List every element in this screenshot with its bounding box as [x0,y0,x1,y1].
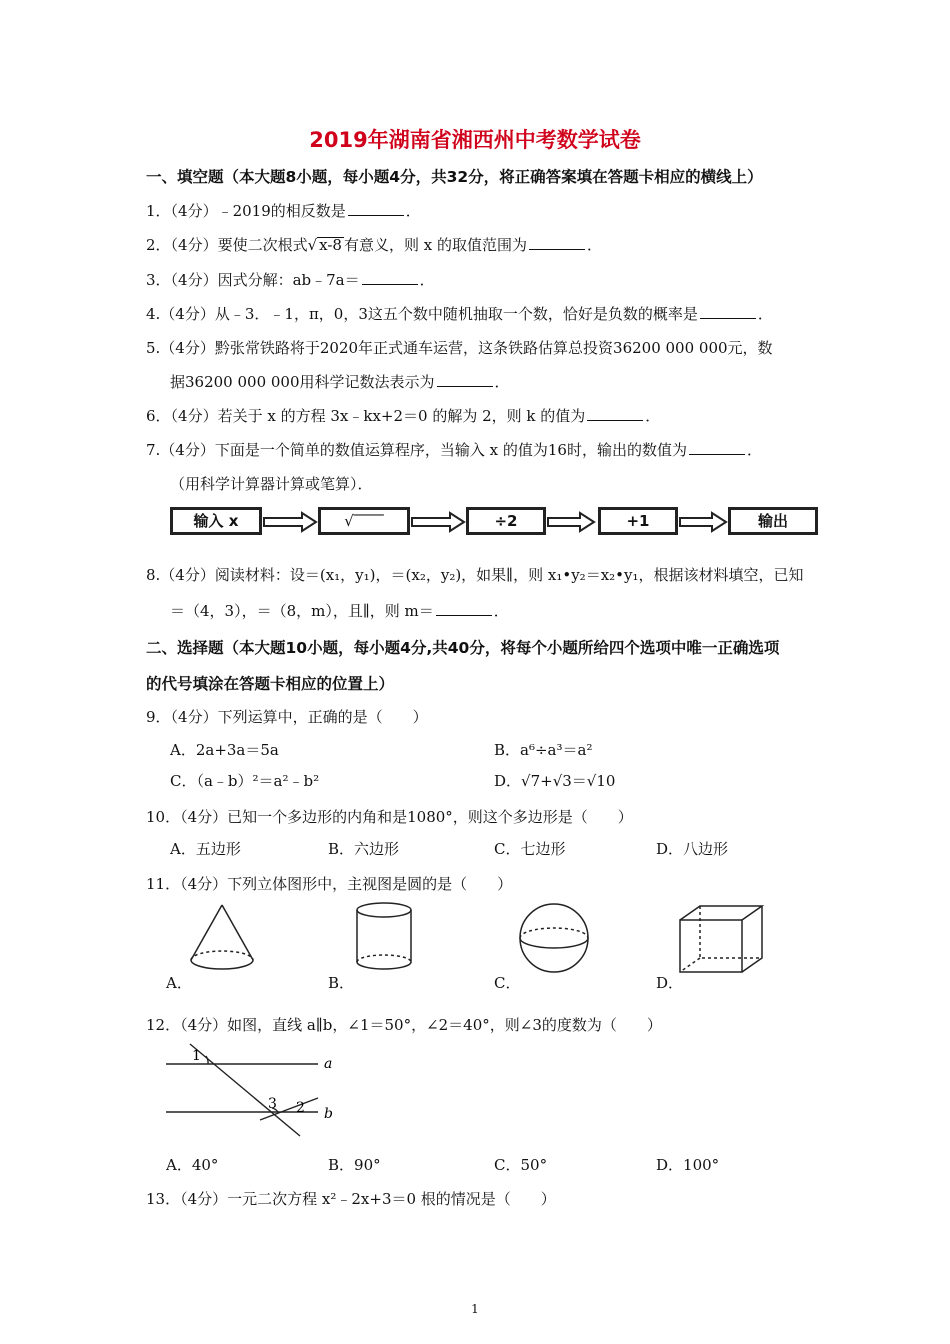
section-heading-choice-cont: 的代号填涂在答题卡相应的位置上） [146,675,395,693]
question-11-option-d: D． [656,974,684,992]
question-9-option-d-expr: √7+√3＝√10 [521,772,616,790]
line-a-label: a [324,1056,333,1072]
line-b-label: b [324,1106,333,1122]
cone-figure [186,902,258,974]
question-9-option-d [494,770,615,791]
question-10-option-b: B．六边形 [328,840,400,858]
question-3 [146,269,435,290]
question-10-option-c: C．七边形 [494,840,566,858]
answer-blank [348,203,404,216]
question-9-option-b: B．a⁶÷a³＝a² [494,741,593,759]
flow-output-box: 输出 [728,507,818,535]
section-heading-fill-in: 一、填空题（本大题8小题，每小题4分，共32分，将正确答案填在答题卡相应的横线上） [146,168,763,186]
sqrt-sign-icon: √ [307,236,318,254]
sphere-figure [516,900,592,976]
question-8-line1: 8.（4分）阅读材料：设＝(x₁，y₁)，＝(x₂，y₂)，如果∥，则 x₁•y₂＝x₂•y₁，根据该材料填空，已知 [146,566,804,584]
question-6-text: 6．（4分）若关于 x 的方程 3x﹣kx+2＝0 的解为 2，则 k 的值为 [146,407,586,425]
cube-figure [676,902,766,976]
answer-blank [436,603,492,616]
question-11-option-a: A． [166,974,192,992]
radicand: x-8 [319,236,342,254]
flow-arrows [262,510,732,534]
question-5-line2-text: 据36200 000 000用科学记数法表示为 [170,373,435,391]
question-9-option-c: C．（a﹣b）²＝a²﹣b² [170,772,320,790]
question-2 [146,234,602,255]
question-4-text: 4.（4分）从﹣3．﹣1，π，0，3这五个数中随机抽取一个数，恰好是负数的概率是 [146,305,698,323]
answer-blank [529,237,585,250]
question-7-line1 [146,439,762,460]
answer-blank [689,442,745,455]
question-1-tail: ． [405,202,421,220]
question-8-line2-text: ＝（4，3），＝（8，m），且∥，则 m＝ [170,602,434,620]
question-6-tail: ． [645,407,661,425]
page-number: 1 [471,1302,479,1316]
arrow-right-icon [412,513,464,531]
flow-divide-box: ÷2 [466,507,546,535]
question-8-tail: ． [493,602,509,620]
question-11-option-c: C． [494,974,521,992]
question-5-line1: 5.（4分）黔张常铁路将于2020年正式通车运营，这条铁路估算总投资36200 000 000元，数 [146,339,773,357]
question-1 [146,200,421,221]
question-11-option-b: B． [328,974,355,992]
question-8-line2 [170,600,509,621]
flow-input-box: 输入 x [170,507,262,535]
question-7-line2: （用科学计算器计算或笔算）． [170,475,373,493]
question-12-option-c: C．50° [494,1156,548,1174]
section-heading-choice: 二、选择题（本大题10小题，每小题4分,共40分，将每个小题所给四个选项中唯一正确选项 [146,639,780,657]
angle-2-label: 2 [296,1100,305,1116]
question-12-stem: 12．（4分）如图，直线 a∥b，∠1＝50°，∠2＝40°，则∠3的度数为（ ） [146,1016,662,1034]
question-2-text-b: 有意义，则 x 的取值范围为 [343,236,527,254]
answer-blank [700,306,756,319]
answer-blank [362,272,418,285]
question-10-option-a: A．五边形 [170,840,241,858]
question-11-stem: 11．（4分）下列立体图形中，主视图是圆的是（ ） [146,875,513,893]
flow-add-box: +1 [598,507,678,535]
cylinder-figure [352,900,416,976]
arrow-right-icon [548,513,594,531]
question-13-stem: 13．（4分）一元二次方程 x²﹣2x+3＝0 根的情况是（ ） [146,1190,556,1208]
question-4-tail: ． [757,305,773,323]
question-12-option-d: D．100° [656,1156,720,1174]
question-1-text: 1．（4分）﹣2019的相反数是 [146,202,346,220]
question-4 [146,303,773,324]
question-5-line2 [170,371,510,392]
question-9-option-d-label: D． [494,772,522,790]
angle-3-label: 3 [268,1096,277,1112]
angle-1-label: 1 [192,1048,201,1064]
question-5-tail: ． [494,373,510,391]
question-10-option-d: D．八边形 [656,840,729,858]
arrow-right-icon [264,513,316,531]
question-6 [146,405,660,426]
answer-blank [437,374,493,387]
question-2-tail: ． [586,236,602,254]
question-7-tail: ． [746,441,762,459]
question-7-text: 7.（4分）下面是一个简单的数值运算程序，当输入 x 的值为16时，输出的数值为 [146,441,687,459]
question-9-option-a: A．2a+3a＝5a [170,741,279,759]
question-3-tail: ． [419,271,435,289]
answer-blank [587,408,643,421]
flow-sqrt-box: √‾‾‾‾ [318,507,410,535]
question-12-option-a: A．40° [166,1156,219,1174]
parallel-lines-figure [160,1040,350,1140]
question-9-stem: 9．（4分）下列运算中，正确的是（ ） [146,708,428,726]
question-12-option-b: B．90° [328,1156,381,1174]
question-2-text-a: 2．（4分）要使二次根式 [146,236,308,254]
arrow-right-icon [680,513,726,531]
question-3-text: 3．（4分）因式分解：ab﹣7a＝ [146,271,360,289]
question-10-stem: 10．（4分）已知一个多边形的内角和是1080°，则这个多边形是（ ） [146,808,633,826]
page-title: 2019年湖南省湘西州中考数学试卷 [309,128,641,152]
